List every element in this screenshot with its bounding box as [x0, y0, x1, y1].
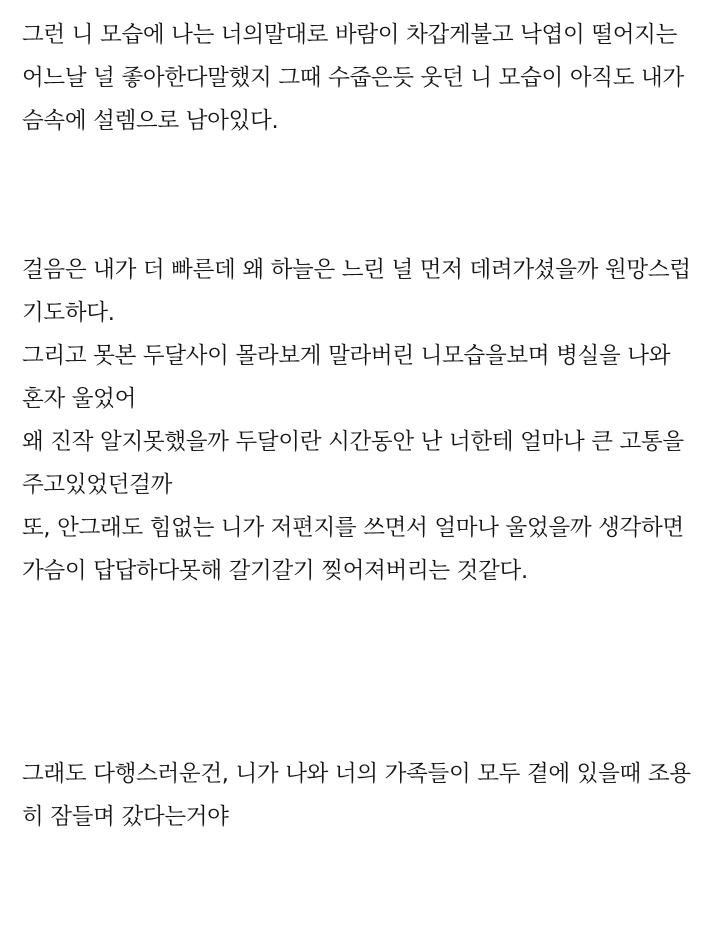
paragraph-4: 왜 진작 알지못했을까 두달이란 시간동안 난 너한테 얼마나 큰 고통을주고있었던걸까 [22, 429, 684, 498]
paragraph-2: 걸음은 내가 더 빠른데 왜 하늘은 느린 널 먼저 데려가셨을까 원망스럽기도하다. [22, 257, 691, 326]
paragraph-1: 그런 니 모습에 나는 너의말대로 바람이 차갑게불고 낙엽이 떨어지는 어느날 널 좋아한다말했지 그때 수줍은듯 웃던 니 모습이 아직도 내가슴속에 설렘으로 남아있다. [22, 22, 684, 134]
paragraph-5: 또, 안그래도 힘없는 니가 저편지를 쓰면서 얼마나 울었을까 생각하면 가슴이 답답하다못해 갈기갈기 찢어져버리는 것같다. [22, 515, 691, 584]
paragraph-3: 그리고 못본 두달사이 몰라보게 말라버린 니모습을보며 병실을 나와 혼자 울었어 [22, 343, 678, 412]
paragraph-6: 그래도 다행스러운건, 니가 나와 너의 가족들이 모두 곁에 있을때 조용히 잠들며 갔다는거야 [22, 761, 691, 830]
paragraph-spacer-2 [22, 593, 698, 753]
paragraph-spacer-1 [22, 143, 698, 249]
